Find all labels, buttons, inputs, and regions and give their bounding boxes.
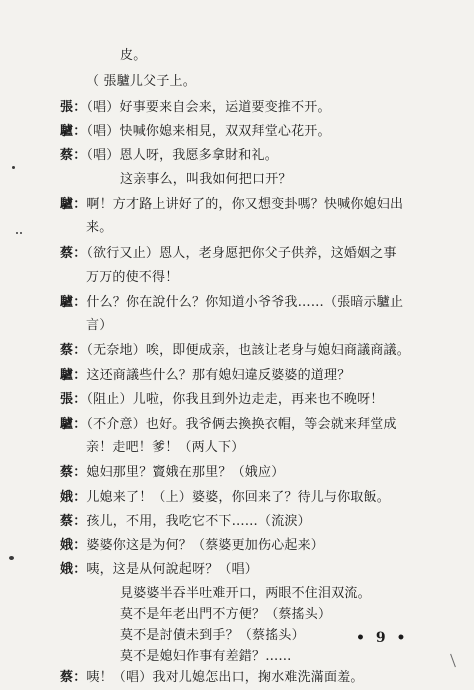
speaker-label: 張： bbox=[60, 392, 87, 407]
speaker-label: 蔡： bbox=[60, 514, 87, 529]
script-line bbox=[60, 562, 258, 578]
line-text: （唱）恩人呀，我愿多拿財和礼。 bbox=[86, 148, 278, 163]
script-line bbox=[86, 74, 196, 90]
scan-speck bbox=[16, 232, 18, 234]
speaker-label: 娥： bbox=[60, 562, 87, 577]
script-line bbox=[86, 440, 244, 456]
page-number: • 9 • bbox=[356, 630, 409, 646]
scan-speck bbox=[12, 166, 15, 169]
line-text: 莫不是年老出門不方便？（蔡搖头） bbox=[120, 607, 332, 622]
script-line bbox=[60, 514, 311, 530]
script-line bbox=[60, 392, 384, 408]
script-line bbox=[60, 465, 284, 481]
script-line bbox=[60, 417, 397, 433]
line-text: 咦，这是从何說起呀？（唱） bbox=[86, 562, 259, 577]
speaker-label: 蔡： bbox=[60, 670, 87, 685]
script-line bbox=[60, 197, 403, 213]
script-line bbox=[120, 48, 146, 64]
line-text: 媳妇那里？竇娥在那里？（娥应） bbox=[86, 465, 285, 480]
line-text: 皮。 bbox=[120, 48, 147, 63]
script-line bbox=[120, 649, 292, 665]
line-text: 莫不是討債未到手？（蔡搖头） bbox=[120, 628, 305, 643]
line-text: 这亲事么，叫我如何把口开？ bbox=[120, 172, 292, 187]
script-line bbox=[86, 318, 112, 334]
line-text: 这还商議些什么？那有媳妇違反婆婆的道理？ bbox=[86, 368, 351, 383]
line-text: 見婆婆半吞半吐难开口，两眼不住泪双流。 bbox=[120, 586, 371, 601]
speaker-label: 驢： bbox=[60, 124, 87, 139]
speaker-label: 蔡： bbox=[60, 343, 87, 358]
line-text: （无奈地）唉，即便成亲，也該让老身与媳妇商議商議。 bbox=[86, 343, 410, 358]
speaker-label: 娥： bbox=[60, 538, 87, 553]
speaker-label: 驢： bbox=[60, 368, 87, 383]
line-text: 啊！方才路上讲好了的，你又想变卦嗎？快喊你媳妇出 bbox=[86, 197, 404, 212]
line-text: 来。 bbox=[86, 220, 113, 235]
script-line bbox=[60, 246, 397, 262]
speaker-label: 蔡： bbox=[60, 465, 87, 480]
script-line bbox=[86, 270, 178, 286]
script-line bbox=[60, 538, 324, 554]
script-line bbox=[120, 607, 331, 623]
line-text: 咦！（唱）我对儿媳怎出口，掬水难洗滿面羞。 bbox=[86, 670, 364, 685]
line-text: 婆婆你这是为何？（蔡婆更加伤心起来） bbox=[86, 538, 325, 553]
line-text: （不介意）也好。我爷俩去換换衣帽，等会就来拜堂成 bbox=[86, 417, 397, 432]
line-text: （唱）快喊你媳来相見，双双拜堂心花开。 bbox=[86, 124, 331, 139]
script-line bbox=[60, 295, 403, 311]
speaker-label: 驢： bbox=[60, 417, 87, 432]
speaker-label: 娥： bbox=[60, 490, 87, 505]
script-line bbox=[120, 172, 292, 188]
line-text: （ 張驢儿父子上。 bbox=[86, 74, 196, 89]
line-text: 亲！走吧！爹！（两人下） bbox=[86, 440, 245, 455]
speaker-label: 蔡： bbox=[60, 246, 87, 261]
line-text: 孩儿，不用，我吃它不下……（流淚） bbox=[86, 514, 311, 529]
line-text: （欲行又止）恩人，老身愿把你父子供养，这婚姻之事 bbox=[86, 246, 397, 261]
script-line bbox=[86, 220, 112, 236]
speaker-label: 張： bbox=[60, 100, 87, 115]
scan-mark bbox=[450, 654, 456, 667]
script-line bbox=[60, 148, 278, 164]
line-text: （唱）好事要来自会来，运道要变推不开。 bbox=[86, 100, 331, 115]
script-line bbox=[60, 670, 364, 686]
script-line bbox=[120, 628, 305, 644]
speaker-label: 驢： bbox=[60, 197, 87, 212]
line-text: 言） bbox=[86, 318, 113, 333]
line-text: 莫不是媳妇作事有差錯？…… bbox=[120, 649, 292, 664]
script-line bbox=[60, 124, 331, 140]
script-line bbox=[120, 586, 371, 602]
script-line bbox=[60, 343, 410, 359]
line-text: 什么？你在說什么？你知道小爷爷我……（張暗示驢止 bbox=[86, 295, 404, 310]
script-line bbox=[60, 100, 331, 116]
speaker-label: 驢： bbox=[60, 295, 87, 310]
scan-speck bbox=[9, 556, 14, 560]
speaker-label: 蔡： bbox=[60, 148, 87, 163]
scan-speck bbox=[20, 232, 22, 234]
script-line bbox=[60, 490, 390, 506]
line-text: （阻止）儿啦，你我且到外边走走，再来也不晚呀！ bbox=[86, 392, 384, 407]
script-line bbox=[60, 368, 350, 384]
line-text: 万万的使不得！ bbox=[86, 270, 179, 285]
line-text: 儿媳来了！（上）婆婆，你回来了？待儿与你取飯。 bbox=[86, 490, 391, 505]
